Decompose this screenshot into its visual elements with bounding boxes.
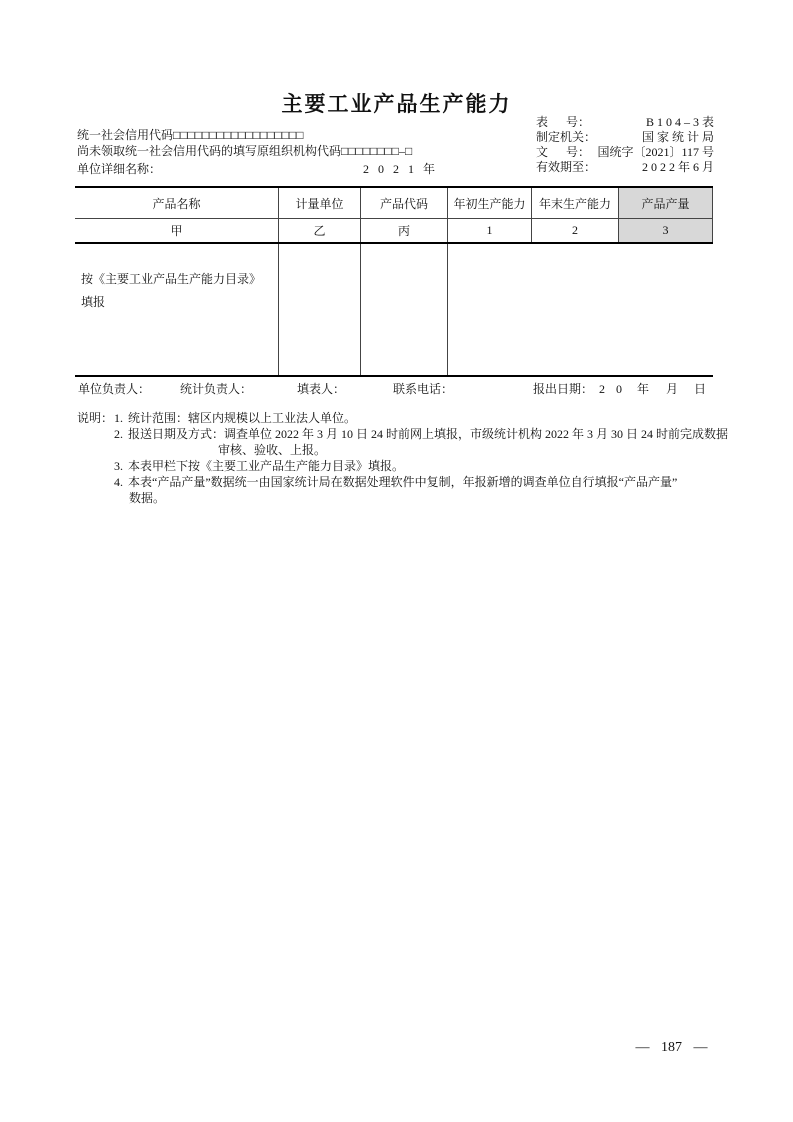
issuing-agency-value: 国 家 统 计 局 xyxy=(641,130,714,144)
note-3-number: 3. xyxy=(114,459,123,473)
body-note-line1: 按《主要工业产品生产能力目录》 xyxy=(81,272,262,286)
header-capacity-start: 年初生产能力 xyxy=(447,188,531,218)
form-number-value: B 1 0 4 – 3 表 xyxy=(645,115,714,129)
note-1-text: 统计范围：辖区内规模以上工业法人单位。 xyxy=(128,411,357,425)
notes-label: 说明： xyxy=(77,411,114,425)
note-4-text: 本表“产品产量”数据统一由国家统计局在数据处理软件中复制，年报新增的调查单位自行填报“产品产量” xyxy=(128,475,678,489)
note-item-2 xyxy=(114,426,757,442)
table-code-row xyxy=(75,219,713,244)
note-2-text: 报送日期及方式：调查单位 2022 年 3 月 10 日 24 时前网上填报，市级统计机构 2022 年 3 月 30 日 24 时前完成数据 xyxy=(128,427,729,441)
note-4-number: 4. xyxy=(114,475,123,489)
unit-leader-label: 单位负责人： xyxy=(78,382,151,396)
code-cell-3: 3 xyxy=(618,219,713,242)
note-item-1 xyxy=(114,410,757,426)
stats-leader-label: 统计负责人： xyxy=(180,382,253,396)
report-date-year: 年 xyxy=(637,382,650,396)
body-unit-cell xyxy=(278,244,360,375)
org-code-line: 尚未领取统一社会信用代码的填写原组织机构代码□□□□□□□□–□ xyxy=(77,144,413,158)
valid-until-value: 2 0 2 2 年 6 月 xyxy=(641,160,714,174)
capacity-table xyxy=(75,186,713,377)
document-number-value: 国统字〔2021〕117 号 xyxy=(597,145,714,159)
note-item-3 xyxy=(114,458,757,474)
credit-code-line: 统一社会信用代码□□□□□□□□□□□□□□□□□□ xyxy=(77,128,304,142)
report-year: 2 0 2 1 年 xyxy=(363,162,439,176)
header-product-name: 产品名称 xyxy=(152,196,201,211)
table-body-row xyxy=(75,244,713,375)
issuing-agency-label: 制定机关： xyxy=(536,130,597,144)
valid-until-label: 有效期至： xyxy=(536,160,597,174)
body-values-cell xyxy=(447,244,713,375)
code-cell-jia: 甲 xyxy=(170,224,183,238)
form-number-label: 表 号： xyxy=(536,115,591,129)
report-date-prefix: 2 0 xyxy=(599,382,626,396)
note-3-text: 本表甲栏下按《主要工业产品生产能力目录》填报。 xyxy=(128,459,405,473)
page-title: 主要工业产品生产能力 xyxy=(281,92,512,116)
notes-block xyxy=(77,410,757,506)
report-date-month: 月 xyxy=(666,382,679,396)
note-2-number: 2. xyxy=(114,427,123,441)
header-product-code: 产品代码 xyxy=(360,188,447,218)
page-number: — 187 — xyxy=(635,1040,708,1055)
note-item-4 xyxy=(114,474,757,490)
document-number-label: 文 号： xyxy=(536,145,591,159)
header-product-output: 产品产量 xyxy=(618,188,713,218)
code-cell-bing: 丙 xyxy=(360,219,447,242)
code-cell-2: 2 xyxy=(531,219,618,242)
note-1-number: 1. xyxy=(114,411,123,425)
header-capacity-end: 年末生产能力 xyxy=(531,188,618,218)
table-header-row xyxy=(75,188,713,219)
report-date-label: 报出日期： xyxy=(533,382,594,396)
signature-row xyxy=(75,381,713,397)
report-date-day: 日 xyxy=(694,382,707,396)
code-cell-yi: 乙 xyxy=(278,219,360,242)
preparer-label: 填表人： xyxy=(297,382,346,396)
phone-label: 联系电话： xyxy=(393,382,454,396)
note-item-2-continuation: 审核、验收、上报。 xyxy=(218,443,327,457)
unit-name-line xyxy=(77,161,714,177)
body-note-line2: 填报 xyxy=(81,295,106,309)
body-code-cell xyxy=(360,244,447,375)
unit-info-block xyxy=(77,127,714,177)
unit-name-label: 单位详细名称： xyxy=(77,162,162,176)
header-unit: 计量单位 xyxy=(278,188,360,218)
body-note-cell xyxy=(75,244,278,375)
note-item-4-continuation: 数据。 xyxy=(129,491,166,505)
code-cell-1: 1 xyxy=(447,219,531,242)
